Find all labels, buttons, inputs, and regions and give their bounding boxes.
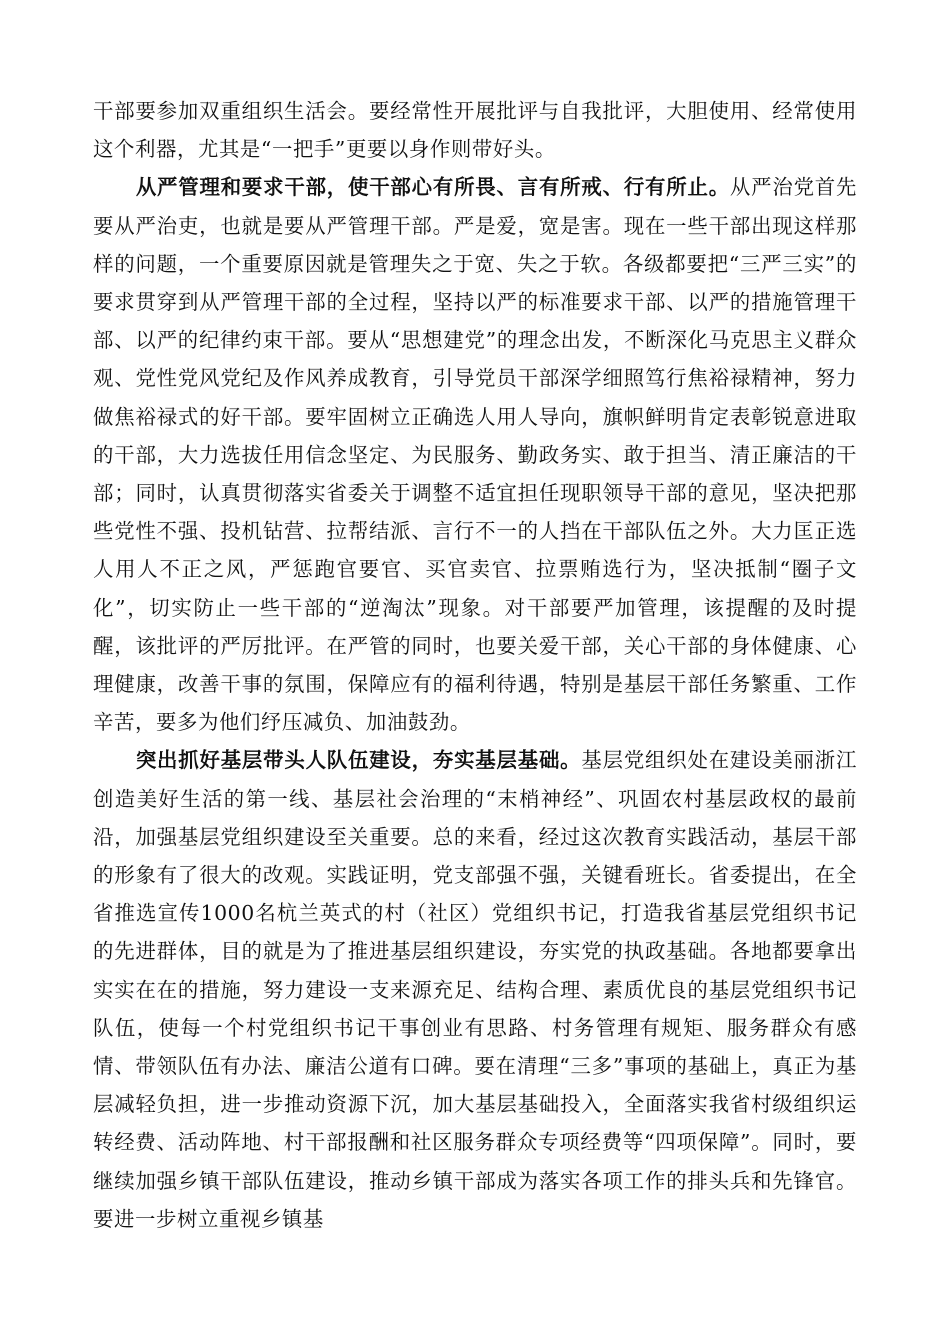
- paragraph-2-lead: 从严管理和要求干部，使干部心有所畏、言有所戒、行有所止。: [135, 175, 730, 200]
- paragraph-grassroots-leaders: [93, 741, 857, 1238]
- document-body: [93, 92, 857, 1238]
- paragraph-strict-management: [93, 168, 857, 741]
- paragraph-2-text: 从严治党首先要从严治吏，也就是要从严管理干部。严是爱，宽是害。现在一些干部出现这样那样的问题，一个重要原因就是管理失之于宽、失之于软。各级都要把“三严三实”的要求贯穿到从严管理干部的全过程，坚持以严的标准要求干部、以严的措施管理干部、以严的纪律约束干部。要从“思想建党”的理念出发，不断深化马克思主义群众观、党性党风党纪及作风养成教育，引导党员干部深学细照笃行焦裕禄精神，努力做焦裕禄式的好干部。要牢固树立正确选人用人导向，旗帜鲜明肯定表彰锐意进取的干部，大力选拔任用信念坚定、为民服务、勤政务实、敢于担当、清正廉洁的干部；同时，认真贯彻落实省委关于调整不适宜担任现职领导干部的意见，坚决把那些党性不强、投机钻营、拉帮结派、言行不一的人挡在干部队伍之外。大力匡正选人用人不正之风，严惩跑官要官、买官卖官、拉票贿选行为，坚决抵制“圈子文化”，切实防止一些干部的“逆淘汰”现象。对干部要严加管理，该提醒的及时提醒，该批评的严厉批评。在严管的同时，也要关爱干部，关心干部的身体健康、心理健康，改善干事的氛围，保障应有的福利待遇，特别是基层干部任务繁重、工作辛苦，要多为他们纾压减负、加油鼓劲。: [93, 175, 857, 735]
- paragraph-3-text: 基层党组织处在建设美丽浙江创造美好生活的第一线、基层社会治理的“末梢神经”、巩固农村基层政权的最前沿，加强基层党组织建设至关重要。总的来看，经过这次教育实践活动，基层干部的形象有了很大的改观。实践证明，党支部强不强，关键看班长。省委提出，在全省推选宣传1000名杭兰英式的村（社区）党组织书记，打造我省基层党组织书记的先进群体，目的就是为了推进基层组织建设，夯实党的执政基础。各地都要拿出实实在在的措施，努力建设一支来源充足、结构合理、素质优良的基层党组织书记队伍，使每一个村党组织书记干事创业有思路、村务管理有规矩、服务群众有感情、带领队伍有办法、廉洁公道有口碑。要在清理“三多”事项的基础上，真正为基层减轻负担，进一步推动资源下沉，加大基层基础投入，全面落实我省村级组织运转经费、活动阵地、村干部报酬和社区服务群众专项经费等“四项保障”。同时，要继续加强乡镇干部队伍建设，推动乡镇干部成为落实各项工作的排头兵和先锋官。要进一步树立重视乡镇基: [93, 748, 857, 1231]
- paragraph-continued: [93, 92, 857, 168]
- paragraph-1-text: 干部要参加双重组织生活会。要经常性开展批评与自我批评，大胆使用、经常使用这个利器，尤其是“一把手”更要以身作则带好头。: [93, 99, 857, 162]
- paragraph-3-lead: 突出抓好基层带头人队伍建设，夯实基层基础。: [135, 748, 582, 773]
